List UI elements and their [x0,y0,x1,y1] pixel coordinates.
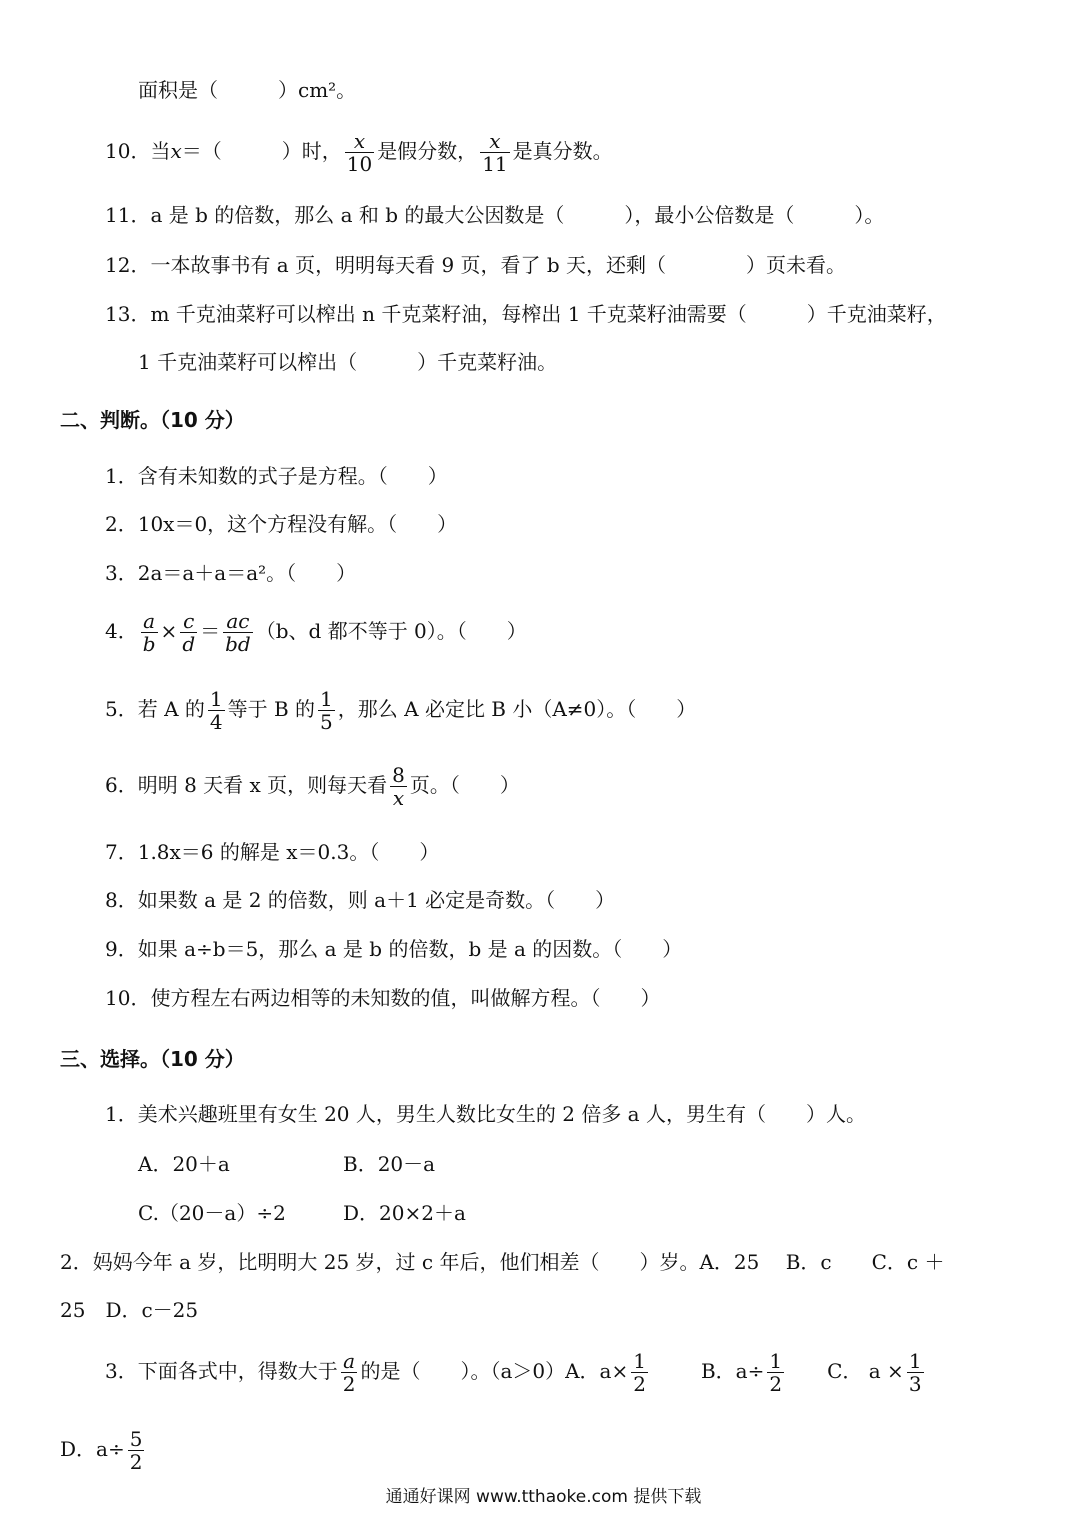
fraction: $\frac{1}{2}$ [633,1349,646,1396]
footer-source: 通通好课网 www.tthaoke.com 提供下载 [385,1487,702,1507]
choice-q1: 1．美术兴趣班里有女生 20 人，男生人数比女生的 2 倍多 a 人，男生有（ ）人。 [105,1102,866,1126]
q11: 11．a 是 b 的倍数，那么 a 和 b 的最大公因数是（ ），最小公倍数是（ ）。 [105,203,885,227]
q13-line1: 13．m 千克油菜籽可以榨出 n 千克菜籽油，每榨出 1 千克菜籽油需要（ ）千克油菜籽， [105,302,947,326]
judge-q3: 3．2a＝a＋a＝a²。（ ） [105,561,357,585]
choice-q1-option-a: A．20＋a [138,1152,230,1176]
section-heading-choice: 三、选择。（10 分） [60,1047,245,1071]
q10-num: 10．当 [105,139,171,163]
choice-q1-option-c: C.（20－a）÷2 [138,1201,286,1225]
q10-line [105,130,613,175]
q13-line2: 1 千克油菜籽可以榨出（ ）千克菜籽油。 [138,350,558,374]
judge-q5: 5．若 A 的 $\frac{1}{4}$ 等于 B 的 $\frac{1}{5}$ ，那么 A 必定比 B 小（A≠0）。（ ） [105,687,697,734]
section-heading-judge: 二、判断。（10 分） [60,408,245,432]
judge-q2: 2．10x＝0，这个方程没有解。（ ） [105,512,458,536]
q12: 12．一本故事书有 a 页，明明每天看 9 页，看了 b 天，还剩（ ）页未看。 [105,253,847,277]
choice-q2-line2: 25 D．c－25 [60,1298,199,1322]
judge-q9: 9．如果 a÷b＝5，那么 a 是 b 的倍数，b 是 a 的因数。（ ） [105,937,683,961]
judge-q6: 6．明明 8 天看 x 页，则每天看 $\frac{8}{x}$ 页。（ ） [105,763,520,810]
fraction: $\frac{1}{3}$ [908,1349,922,1396]
q10-var: x [170,139,182,163]
fraction: $\frac{x}{11}$ [482,129,508,176]
q10-end: 是真分数。 [512,139,613,163]
choice-q2-line1: 2．妈妈今年 a 岁，比明明大 25 岁，过 c 年后，他们相差（ ）岁。A．25 B．c C．c ＋ [60,1250,945,1274]
fraction: $\frac{ac}{bd}$ [225,609,251,656]
judge-q10: 10．使方程左右两边相等的未知数的值，叫做解方程。（ ） [105,986,661,1010]
judge-q4: 4． $\frac{a}{b}$ × $\frac{c}{d}$ ＝ $\frac{ac}{bd}$ （b、d 都不等于 0）。（ ） [105,609,527,656]
fraction: $\frac{c}{d}$ [182,609,196,656]
judge-q7: 7．1.8x＝6 的解是 x＝0.3。（ ） [105,840,440,864]
choice-q3: 3．下面各式中，得数大于 $\frac{a}{2}$ 的是（ ）。（a＞0）A．a× $\frac{1}{2}$ B．a÷ $\frac{1}{2}$ C． a × $\frac{1}{3}$ [105,1349,922,1396]
choice-q3-option-d: D．a÷ $\frac{5}{2}$ [60,1427,143,1474]
fraction: $\frac{5}{2}$ [129,1427,143,1474]
fraction: $\frac{a}{2}$ [342,1349,356,1396]
fraction: $\frac{1}{5}$ [320,687,333,734]
choice-q1-option-d: D．20×2＋a [343,1201,466,1225]
fraction: $\frac{a}{b}$ [142,609,156,656]
fraction: $\frac{x}{10}$ [346,129,373,176]
judge-q8: 8．如果数 a 是 2 的倍数，则 a＋1 必定是奇数。（ ） [105,888,616,912]
fraction: $\frac{1}{4}$ [209,687,223,734]
q9-tail: 面积是（ ）cm²。 [138,78,357,102]
q10-eq: ＝（ ）时， [181,139,342,163]
choice-q1-option-b: B．20－a [343,1152,436,1176]
q10-mid: 是假分数， [377,139,478,163]
fraction: $\frac{8}{x}$ [392,763,405,810]
fraction: $\frac{1}{2}$ [769,1349,783,1396]
judge-q1: 1．含有未知数的式子是方程。（ ） [105,464,448,488]
